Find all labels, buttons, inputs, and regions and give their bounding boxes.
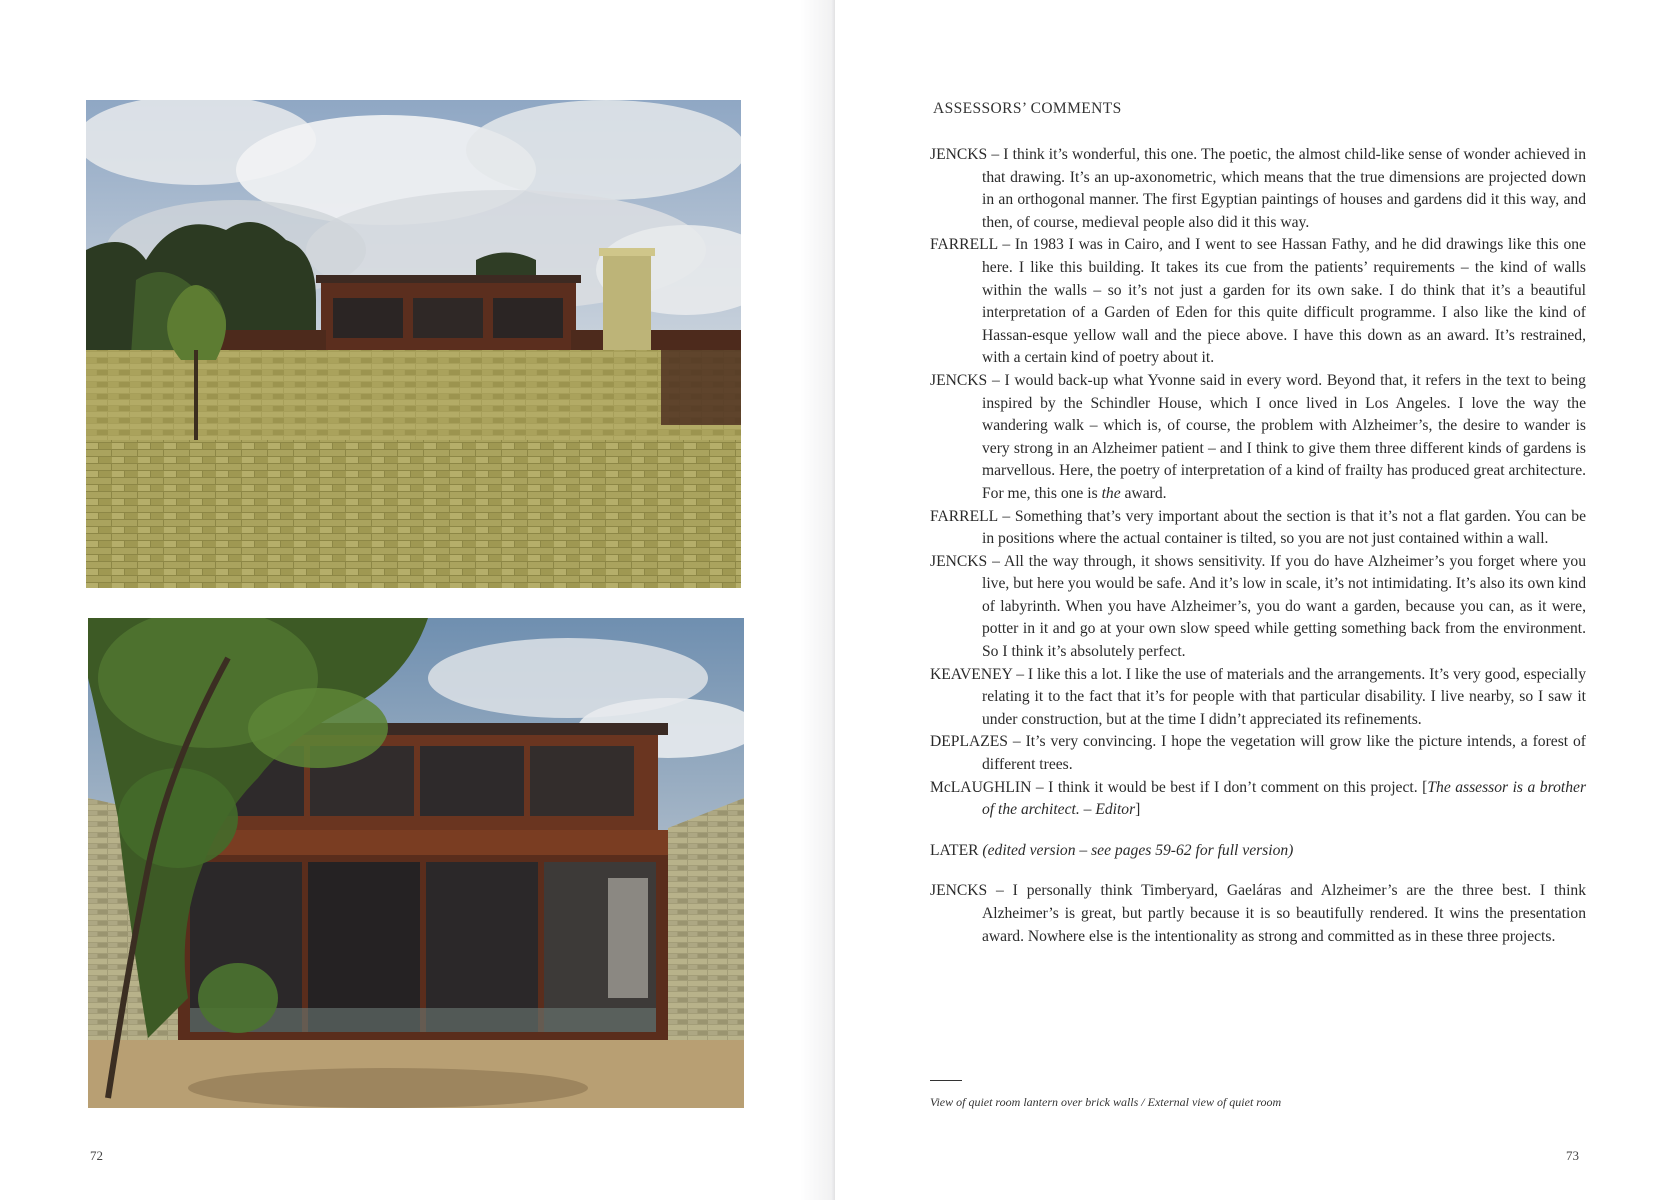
photo-caption: View of quiet room lantern over brick walls / External view of quiet room: [930, 1095, 1282, 1109]
caption-rule: [930, 1080, 962, 1081]
comment-text: – Something that’s very important about the section is that it’s not a flat garden. You can be in positions where the actual container is tilted, so you are not just contained within a wall.: [982, 507, 1586, 548]
speaker-name: JENCKS: [930, 552, 988, 570]
photo-quiet-room-exterior: [88, 618, 744, 1108]
photo-lantern-over-brick-walls: [86, 100, 741, 588]
comment-entry: [930, 234, 1586, 370]
comment-entry: [930, 777, 1586, 822]
comment-emphasis: the: [1101, 484, 1121, 502]
speaker-name: JENCKS: [930, 371, 988, 389]
comment-text: – In 1983 I was in Cairo, and I went to see Hassan Fathy, and he did drawings like this one here. I like this building. It takes its cue from the patients’ requirements – the kind of walls within the walls – so it’s not just a garden for its own sake. I do think that it’s a beautiful interpretation of a Garden of Eden for this quite difficult programme. I also like the kind of Hassan-esque yellow wall and the piece above. I have this down as an award. It’s restrained, with a certain kind of poetry about it.: [982, 236, 1586, 367]
comment-text: – I would back-up what Yvonne said in every word. Beyond that, it refers in the text to being inspired by the Schindler House, which I once lived in Los Angeles. I love the way the wandering walk – which is, of course, the problem with Alzheimer’s, the desire to wander is very strong in an Alzheimer patient – and I think to give them three different kinds of gardens is marvellous. Here, the poetry of interpretation of a kind of frailty has produced great architecture. For me, this one is: [982, 371, 1587, 502]
comment-entry: [930, 551, 1586, 664]
comment-tail: award.: [1120, 484, 1167, 502]
comment-tail: ]: [1135, 801, 1141, 819]
comment-text: – I think it would be best if I don’t comment on this project. [: [1035, 778, 1428, 796]
comment-text: – I think it’s wonderful, this one. The poetic, the almost child-like sense of wonder achieved in that drawing. It’s an up-axonometric, which means that the true dimensions are projected down in an orthogonal manner. The first Egyptian paintings of houses and gardens did it this way, and then, of course, medieval people also did it this way.: [982, 146, 1586, 231]
later-note: (edited version – see pages 59-62 for full version): [982, 841, 1294, 859]
assessors-comments: [930, 144, 1586, 948]
speaker-name: KEAVENEY: [930, 665, 1013, 683]
comment-emphasis: The assessor is a brother of the architect. – Editor: [982, 778, 1587, 819]
comment-entry: [930, 664, 1586, 732]
speaker-name: McLAUGHLIN: [930, 778, 1032, 796]
left-page: [0, 0, 835, 1200]
page-number-right: 73: [1566, 1148, 1579, 1163]
speaker-name: DEPLAZES: [930, 733, 1008, 751]
speaker-name: FARRELL: [930, 236, 998, 254]
speaker-name: JENCKS: [930, 146, 988, 163]
comment-text: – I personally think Timberyard, Gaeláras and Alzheimer’s are the three best. I think Alzheimer’s is great, but partly because it is so beautifully rendered. It wins the presentation award. Nowhere else is the intentionality as strong and committed as in these three projects.: [982, 882, 1587, 945]
comment-entry: [930, 370, 1586, 506]
later-heading: [930, 840, 1586, 863]
comment-entry: [930, 880, 1586, 948]
section-heading: ASSESSORS’ COMMENTS: [933, 100, 1122, 117]
page-number-left: 72: [90, 1148, 103, 1163]
comment-entry: [930, 731, 1586, 776]
speaker-name: FARRELL: [930, 507, 998, 525]
comment-text: – All the way through, it shows sensitivity. If you do have Alzheimer’s you forget where you live, but here you would be safe. And it’s low in scale, it’s not intimidating. It’s also its own kind of labyrinth. When you have Alzheimer’s, you do want a garden, because you can, as it were, potter in it and go at your own slow speed while getting something back from the environment. So I think it’s absolutely perfect.: [982, 552, 1586, 661]
later-label: LATER: [930, 841, 979, 859]
comment-entry: [930, 144, 1586, 234]
comment-text: – I like this a lot. I like the use of materials and the arrangements. It’s very good, especially relating it to the fact that it’s for people with that particular disability. I live nearby, so I saw it under construction, but at the time I didn’t appreciated its refinements.: [982, 665, 1586, 728]
comment-entry: [930, 506, 1586, 551]
speaker-name: JENCKS: [930, 882, 988, 900]
comment-text: – It’s very convincing. I hope the vegetation will grow like the picture intends, a forest of different trees.: [982, 733, 1587, 774]
